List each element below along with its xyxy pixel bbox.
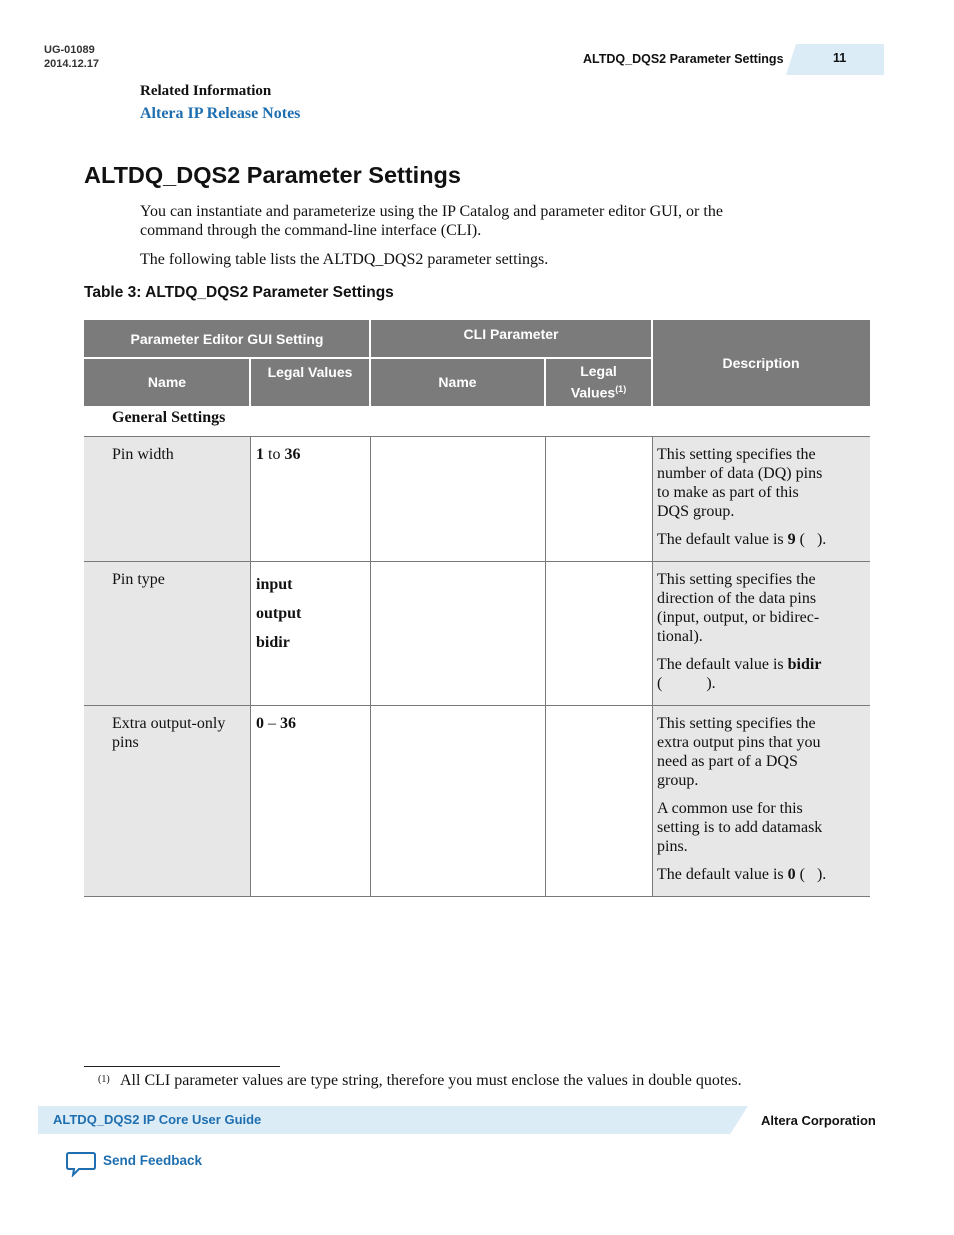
cli-legal-cell bbox=[546, 437, 652, 561]
speech-bubble-icon[interactable] bbox=[66, 1151, 96, 1177]
header-cli-group-label: CLI Parameter bbox=[463, 326, 559, 342]
send-feedback-link[interactable]: Send Feedback bbox=[103, 1153, 203, 1168]
cli-legal-cell bbox=[546, 706, 652, 896]
desc-line: tional). bbox=[657, 628, 703, 645]
header-gui-legal-label: Legal Values bbox=[267, 364, 353, 380]
header-description-label: Description bbox=[722, 355, 800, 371]
legal-min: 1 bbox=[256, 446, 264, 463]
doc-date: 2014.12.17 bbox=[44, 58, 100, 70]
section-heading: ALTDQ_DQS2 Parameter Settings bbox=[84, 162, 461, 188]
general-settings-label: General Settings bbox=[112, 409, 226, 426]
header-cli-legal-line2: Values bbox=[570, 384, 616, 401]
default-suffix: ( ). bbox=[795, 531, 827, 548]
desc-line: need as part of a DQS bbox=[657, 753, 798, 770]
param-description bbox=[657, 714, 826, 884]
legal-sep: to bbox=[264, 446, 285, 463]
desc-line: A common use for this bbox=[657, 800, 803, 817]
desc-line: This setting specifies the bbox=[657, 571, 816, 588]
default-suffix: ( ). bbox=[795, 866, 827, 883]
default-prefix: The default value is bbox=[657, 866, 788, 883]
desc-line: number of data (DQ) pins bbox=[657, 465, 823, 482]
footnote-text: All CLI parameter values are type string, therefore you must enclose the values in double quotes. bbox=[120, 1072, 742, 1089]
header-cli-legal-line1: Legal bbox=[580, 363, 617, 380]
default-prefix: The default value is bbox=[657, 531, 788, 548]
footer-company: Altera Corporation bbox=[761, 1113, 876, 1128]
legal-values bbox=[256, 445, 300, 464]
footnote-rule bbox=[84, 1066, 280, 1067]
intro-line-2: command through the command-line interface (CLI). bbox=[140, 222, 482, 239]
default-value-line bbox=[657, 655, 821, 674]
column-divider bbox=[652, 437, 653, 896]
running-header-title: ALTDQ_DQS2 Parameter Settings bbox=[583, 52, 784, 66]
document-id bbox=[44, 43, 99, 71]
related-information-title: Related Information bbox=[140, 83, 272, 99]
doc-number: UG-01089 bbox=[44, 44, 95, 56]
footnote-ref[interactable]: (1) bbox=[615, 384, 627, 395]
footnote-mark: (1) bbox=[98, 1074, 110, 1085]
header-divider bbox=[544, 358, 546, 406]
desc-line: extra output pins that you bbox=[657, 734, 821, 751]
cli-name-cell bbox=[371, 562, 545, 705]
footer-guide-title[interactable]: ALTDQ_DQS2 IP Core User Guide bbox=[53, 1112, 262, 1127]
param-name: Pin type bbox=[112, 571, 165, 588]
default-value: 9 bbox=[787, 531, 796, 548]
legal-values bbox=[256, 570, 301, 657]
desc-line: pins. bbox=[657, 838, 688, 855]
legal-option: input bbox=[256, 576, 293, 593]
param-description bbox=[657, 445, 826, 549]
header-description bbox=[652, 320, 870, 406]
cli-name-cell bbox=[371, 437, 545, 561]
header-gui-legal bbox=[250, 358, 370, 406]
default-value: bidir bbox=[787, 656, 822, 673]
header-divider bbox=[369, 320, 371, 406]
param-name-line: pins bbox=[112, 734, 139, 751]
header-cli-group bbox=[370, 320, 652, 358]
release-notes-link[interactable]: Altera IP Release Notes bbox=[140, 105, 301, 122]
intro-line-1: You can instantiate and parameterize using the IP Catalog and parameter editor GUI, or the bbox=[140, 203, 723, 220]
default-prefix: The default value is bbox=[657, 656, 788, 673]
legal-option: bidir bbox=[256, 634, 290, 651]
page-number-band bbox=[796, 44, 884, 75]
default-value-line bbox=[657, 530, 826, 549]
param-name bbox=[112, 714, 225, 752]
cli-name-cell bbox=[371, 706, 545, 896]
legal-option: output bbox=[256, 605, 302, 622]
desc-line: direction of the data pins bbox=[657, 590, 817, 607]
header-divider bbox=[84, 357, 652, 359]
desc-line: This setting specifies the bbox=[657, 715, 816, 732]
table-intro-paragraph: The following table lists the ALTDQ_DQS2 parameter settings. bbox=[140, 251, 549, 268]
header-gui-group bbox=[84, 320, 370, 358]
header-divider bbox=[651, 320, 653, 406]
header-band-notch bbox=[786, 44, 796, 75]
legal-min: 0 bbox=[256, 715, 264, 732]
header-cli-name-label: Name bbox=[438, 374, 477, 390]
header-divider bbox=[249, 358, 251, 406]
cli-legal-cell bbox=[546, 562, 652, 705]
desc-line: setting is to add datamask bbox=[657, 819, 823, 836]
param-name: Pin width bbox=[112, 446, 174, 463]
desc-line: to make as part of this bbox=[657, 484, 799, 501]
header-cli-legal bbox=[545, 358, 652, 406]
gui-legal-cell bbox=[251, 706, 370, 896]
default-value-line bbox=[657, 865, 826, 884]
legal-max: 36 bbox=[284, 446, 301, 463]
desc-line: This setting specifies the bbox=[657, 446, 816, 463]
row-divider bbox=[84, 896, 870, 897]
desc-line: DQS group. bbox=[657, 503, 735, 520]
desc-line: (input, output, or bidirec- bbox=[657, 609, 820, 626]
header-gui-name-label: Name bbox=[147, 374, 187, 390]
header-cli-name bbox=[370, 358, 545, 406]
param-description bbox=[657, 570, 821, 693]
header-gui-name bbox=[84, 358, 250, 406]
param-name-line: Extra output-only bbox=[112, 715, 226, 732]
default-value: 0 bbox=[787, 866, 796, 883]
default-suffix: ( ). bbox=[657, 675, 716, 692]
desc-line: group. bbox=[657, 772, 699, 789]
legal-sep: – bbox=[264, 715, 280, 732]
page-number: 11 bbox=[833, 51, 847, 65]
legal-values bbox=[256, 714, 296, 733]
legal-max: 36 bbox=[280, 715, 296, 732]
header-gui-group-label: Parameter Editor GUI Setting bbox=[130, 331, 324, 347]
table-caption: Table 3: ALTDQ_DQS2 Parameter Settings bbox=[84, 284, 394, 301]
intro-paragraph bbox=[140, 202, 800, 240]
